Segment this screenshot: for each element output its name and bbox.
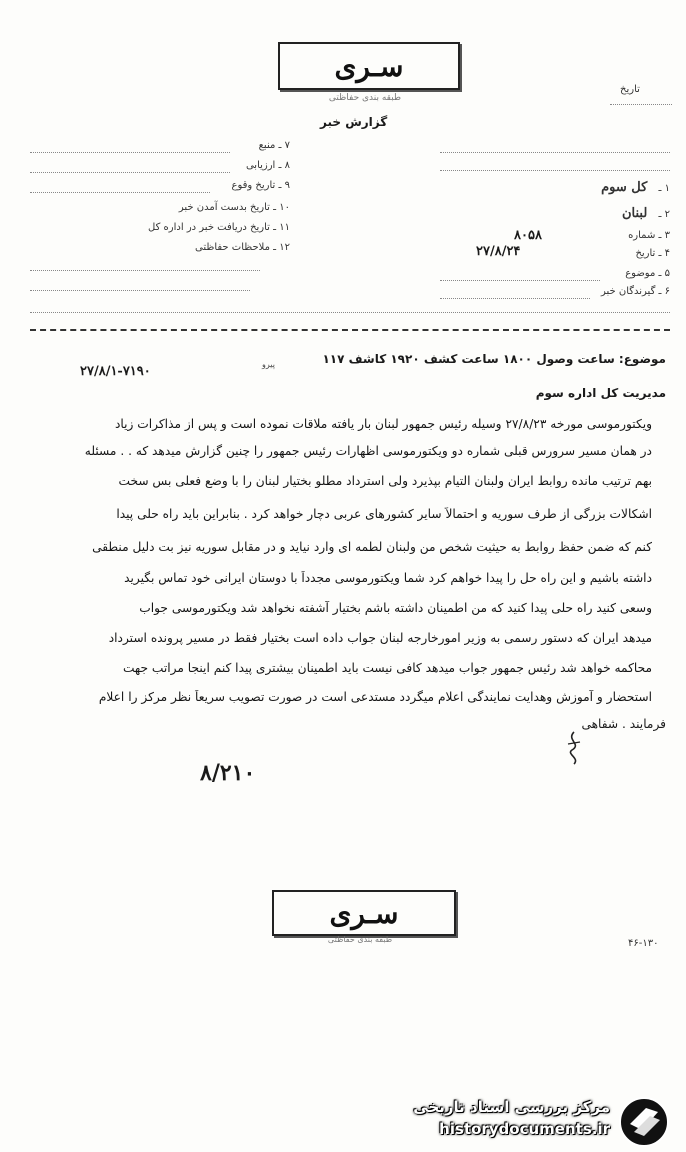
left-field-10: ۱۰ ـ تاریخ بدست آمدن خبر: [178, 202, 290, 213]
page-code: ۴۶-۱۳۰: [628, 938, 659, 949]
field-2-value: لبنان: [622, 206, 648, 221]
body-line: وسعی کنید راه حلی پیدا کنید که من اطمینان داشته باشم بختیار آشفته نخواهد شد ویکتورموسی جواب: [139, 601, 652, 615]
field-5-label: ۵ ـ موضوع: [625, 268, 670, 279]
body-line: محاکمه خواهد شد رئیس جمهور جواب میدهد کافی نیست باید اطمینان بیشتری پیدا کنم اینجا مراتب جهت: [122, 661, 652, 675]
website-link[interactable]: historydocuments.ir: [439, 1120, 610, 1138]
reference-small-label: پیرو: [262, 360, 275, 369]
top-classification-stamp: [278, 42, 460, 90]
report-title: گزارش خبر: [320, 115, 388, 129]
signature-mark: [562, 730, 586, 766]
body-line: اشکالات بزرگی از طرف سوریه و احتمالاً سایر کشورهای عربی دچار خواهد کرد . بنابراین باید راه حلی پیدا: [116, 507, 652, 521]
handwritten-number: ۸/۲۱۰: [200, 760, 256, 786]
field-6-label: ۶ ـ گیرندگان خبر: [600, 286, 670, 297]
body-line: میدهد ایران که دستور رسمی به وزیر امورخارجه لبنان جواب داده است بختیار فقط در مسیر پرونده استرداد: [108, 631, 652, 645]
date-label: تاریخ: [620, 84, 640, 95]
body-line: استحضار و آموزش وهدایت نمایندگی اعلام میگردد مستدعی است در صورت تصویب سریعاً نظر مرکز را اعلام: [98, 690, 652, 704]
bottom-classification-stamp: [272, 890, 456, 936]
top-stamp-subline: طبقه بندی حفاظتی: [328, 93, 402, 103]
archive-logo-icon: [616, 1094, 672, 1150]
left-field-9: ۹ ـ تاریخ وقوع: [231, 180, 290, 191]
left-field-8: ۸ ـ ارزیابی: [245, 160, 290, 171]
field-2-label: ۲ ـ: [658, 209, 670, 220]
body-line: ویکتورموسی مورخه ۲۷/۸/۲۳ وسیله رئیس جمهور لبنان بار یافته ملاقات نموده است و پس از مذاکرات زیاد: [115, 417, 652, 431]
bottom-stamp-subline: طبقه بندی حفاظتی: [327, 935, 393, 944]
body-line: در همان مسیر سرورس قبلی شماره دو ویکتورموسی اظهارات رئیس جمهور را چنین گزارش میدهد که . . مسئله: [84, 444, 652, 458]
org-name: مرکز بررسی اسناد تاریخی: [413, 1098, 610, 1116]
left-field-11: ۱۱ ـ تاریخ دریافت خبر در اداره کل: [148, 222, 290, 233]
divider-dashed: [30, 329, 670, 331]
left-field-12: ۱۲ ـ ملاحظات حفاظتی: [195, 242, 290, 253]
field-3-value: ۸۰۵۸: [514, 228, 542, 243]
addressee: مدیریت کل اداره سوم: [535, 386, 666, 400]
field-4-label: ۴ ـ تاریخ: [635, 248, 670, 259]
top-stamp-word: سـری: [334, 49, 404, 83]
body-line: بهم ترتیب مانده روابط ایران ولبنان التیام بپذیرد ولی استرداد مطلو بختیار لبنان را با وضع فعلی بس سخت: [118, 474, 652, 488]
body-line: کنم که ضمن حفظ روابط به حیثیت شخص من ولبنان لطمه ای وارد نیاید و در مقابل سوریه نیز بت دلیل منطقی: [92, 540, 652, 554]
body-line: فرمایند . شفاهی: [581, 717, 666, 731]
reference-number: ۲۷/۸/۱-۷۱۹۰: [80, 364, 151, 379]
left-field-7: ۷ ـ منبع: [258, 140, 290, 151]
reference-line: موضوع: ساعت وصول ۱۸۰۰ ساعت کشف ۱۹۲۰ کاشف ۱۱۷: [322, 352, 666, 366]
field-1-value: کل سوم: [601, 180, 648, 195]
body-line: داشته باشیم و این راه حل را پیدا خواهم کرد شما ویکتورموسی مجدداً با دوستان ایرانی خود تماس بگیرید: [124, 571, 652, 585]
field-3-label: ۳ ـ شماره: [628, 230, 670, 241]
field-4-value: ۲۷/۸/۲۴: [476, 244, 521, 259]
field-1-label: ۱ ـ: [658, 183, 670, 194]
divider-dotted: [30, 312, 670, 313]
date-dots: [610, 104, 672, 105]
bottom-stamp-word: سـری: [329, 896, 399, 930]
